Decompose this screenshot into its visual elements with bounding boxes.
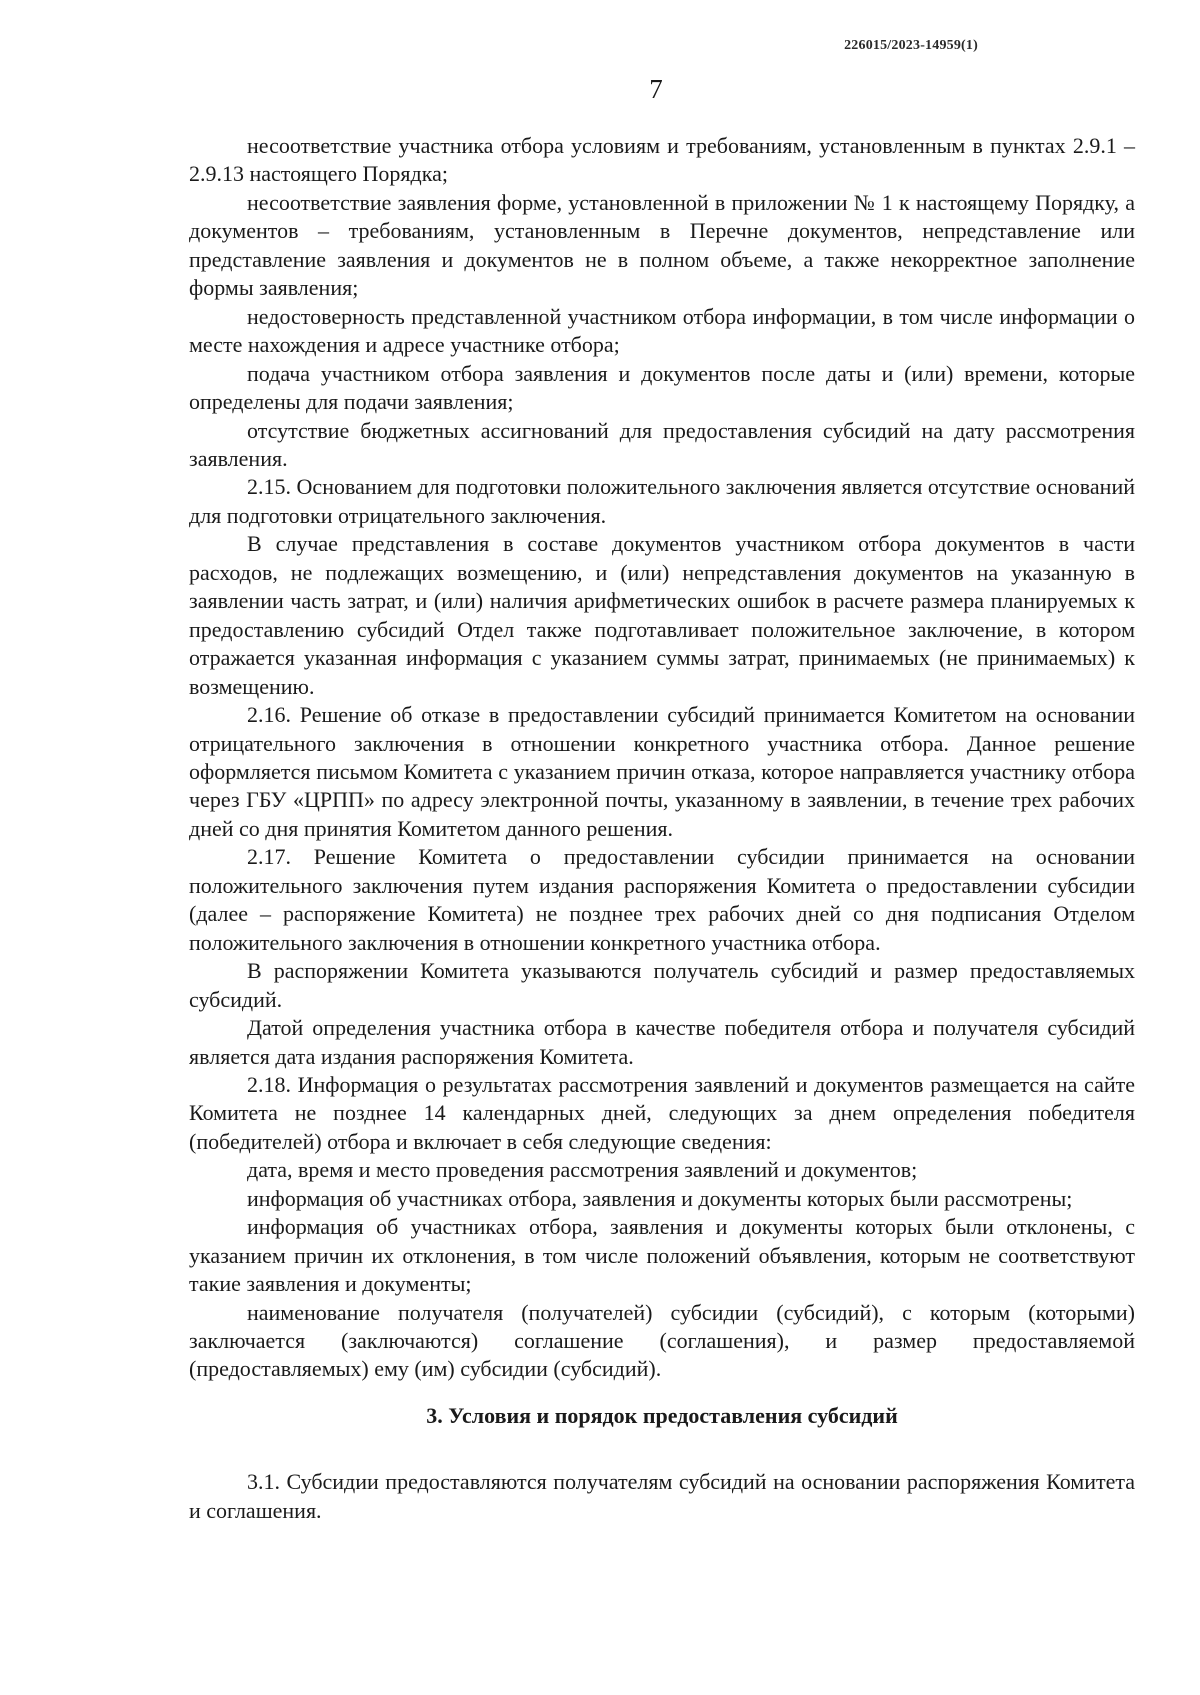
paragraph: информация об участниках отбора, заявления и документы которых были рассмотрены;: [247, 1185, 1073, 1211]
paragraph: Датой определения участника отбора в качестве победителя отбора и получателя субсидий является дата издания распоряжения Комитета.: [189, 1015, 1135, 1069]
paragraph: несоответствие участника отбора условиям и требованиям, установленным в пунктах 2.9.1 – 2.9.13 настоящего Порядка;: [189, 133, 1135, 187]
paragraph: 3.1. Субсидии предоставляются получателям субсидий на основании распоряжения Комитета и соглашения.: [189, 1469, 1135, 1523]
paragraph: В случае представления в составе документов участником отбора документов в части расходов, не подлежащих возмещению, и (или) непредставления документов на указанную в заявлении часть затрат, и (или) наличия арифметических ошибок в расчете размера планируемых к предоставлению субсидий Отдел также подготавливает положительное заключение, в котором отражается указанная информация с указанием суммы затрат, принимаемых (не принимаемых) к возмещению.: [189, 531, 1135, 699]
paragraph: В распоряжении Комитета указываются получатель субсидий и размер предоставляемых субсидий.: [189, 958, 1135, 1012]
paragraph: 2.16. Решение об отказе в предоставлении субсидий принимается Комитетом на основании отрицательного заключения в отношении конкретного участника отбора. Данное решение оформляется письмом Комитета с указанием причин отказа, которое направляется участнику отбора через ГБУ «ЦРПП» по адресу электронной почты, указанному в заявлении, в течение трех рабочих дней со дня принятия Комитетом данного решения.: [189, 702, 1135, 841]
paragraph: недостоверность представленной участником отбора информации, в том числе информации о месте нахождения и адресе участнике отбора;: [189, 303, 1135, 358]
paragraph: 2.17. Решение Комитета о предоставлении субсидии принимается на основании положительного заключения путем издания распоряжения Комитета о предоставлении субсидии (далее – распоряжение Комитета) не позднее трех рабочих дней со дня подписания Отделом положительного заключения в отношении конкретного участника отбора.: [189, 844, 1135, 955]
section-heading: 3. Условия и порядок предоставления субсидий: [426, 1402, 898, 1428]
paragraph: 2.15. Основанием для подготовки положительного заключения является отсутствие оснований для подготовки отрицательного заключения.: [189, 474, 1135, 528]
page-number: 7: [649, 74, 663, 104]
paragraph: подача участником отбора заявления и документов после даты и (или) времени, которые определены для подачи заявления;: [189, 360, 1135, 415]
paragraph: несоответствие заявления форме, установленной в приложении № 1 к настоящему Порядку, а документов – требованиям, установленным в Перечне документов, непредставление или представление заявления и документов не в полном объеме, а также некорректное заполнение формы заявления;: [189, 189, 1135, 301]
document-body: [189, 132, 1135, 1525]
paragraph: информация об участниках отбора, заявления и документы которых были отклонены, с указанием причин их отклонения, в том числе положений объявления, которым не соответствуют такие заявления и документы;: [189, 1214, 1135, 1297]
paragraph: отсутствие бюджетных ассигнований для предоставления субсидий на дату рассмотрения заявления.: [189, 417, 1135, 471]
paragraph: наименование получателя (получателей) субсидии (субсидий), с которым (которыми) заключается (заключаются) соглашение (соглашения), и размер предоставляемой (предоставляемых) ему (им) субсидии (субсидий).: [189, 1299, 1135, 1382]
paragraph: дата, время и место проведения рассмотрения заявлений и документов;: [247, 1157, 918, 1183]
document-id: 226015/2023-14959(1): [844, 38, 978, 53]
paragraph: 2.18. Информация о результатах рассмотрения заявлений и документов размещается на сайте Комитета не позднее 14 календарных дней, следующих за днем определения победителя (победителей) отбора и включает в себя следующие сведения:: [189, 1071, 1135, 1154]
